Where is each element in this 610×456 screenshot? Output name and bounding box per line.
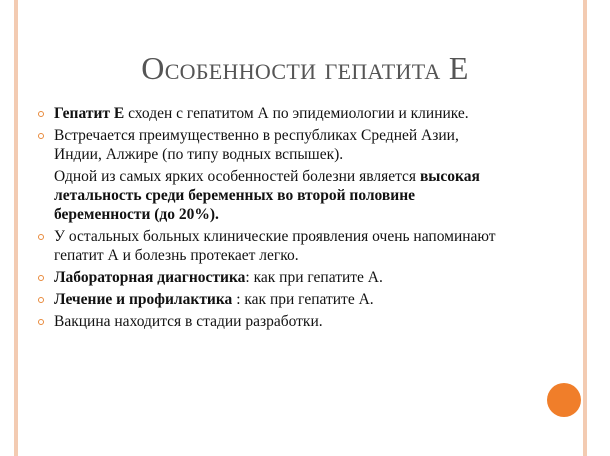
bullet-marker-icon bbox=[38, 275, 44, 281]
bullet-text: У остальных больных клинические проявления очень напоминают гепатит А и болезнь протекает легко. bbox=[54, 228, 496, 264]
bullet-text-bold: Лечение и профилактика bbox=[54, 291, 233, 308]
bullet-item bbox=[38, 312, 508, 331]
bullet-text-bold: Гепатит Е bbox=[54, 105, 125, 122]
bullet-item bbox=[38, 227, 508, 265]
bullet-marker-icon bbox=[38, 234, 44, 240]
bullet-item bbox=[38, 126, 508, 164]
bullet-text: Встречается преимущественно в республиках Средней Азии, Индии, Алжире (по типу водных вспышек). bbox=[54, 127, 459, 163]
bullet-text: Одной из самых ярких особенностей болезни является bbox=[54, 168, 420, 185]
bullet-item bbox=[38, 268, 508, 287]
bullet-list bbox=[38, 104, 508, 334]
slide-title: Особенности гепатита Е bbox=[141, 50, 469, 86]
bullet-text: : как при гепатите А. bbox=[245, 269, 383, 286]
bullet-item bbox=[38, 167, 508, 224]
bullet-text-bold: Лабораторная диагностика bbox=[54, 269, 246, 286]
bullet-marker-icon bbox=[38, 111, 44, 117]
orange-circle-decoration bbox=[547, 383, 581, 417]
bullet-item bbox=[38, 290, 508, 309]
bullet-marker-icon bbox=[38, 297, 44, 303]
bullet-marker-icon bbox=[38, 319, 44, 325]
bullet-item bbox=[38, 104, 508, 123]
bullet-text: сходен с гепатитом А по эпидемиологии и клинике. bbox=[124, 105, 469, 122]
bullet-text: : как при гепатите А. bbox=[232, 291, 374, 308]
bullet-text: Вакцина находится в стадии разработки. bbox=[54, 313, 323, 330]
bullet-marker-icon bbox=[38, 133, 44, 139]
bullet-text-bold: высокая летальность среди беременных во второй половине беременности (до 20%). bbox=[54, 168, 480, 223]
